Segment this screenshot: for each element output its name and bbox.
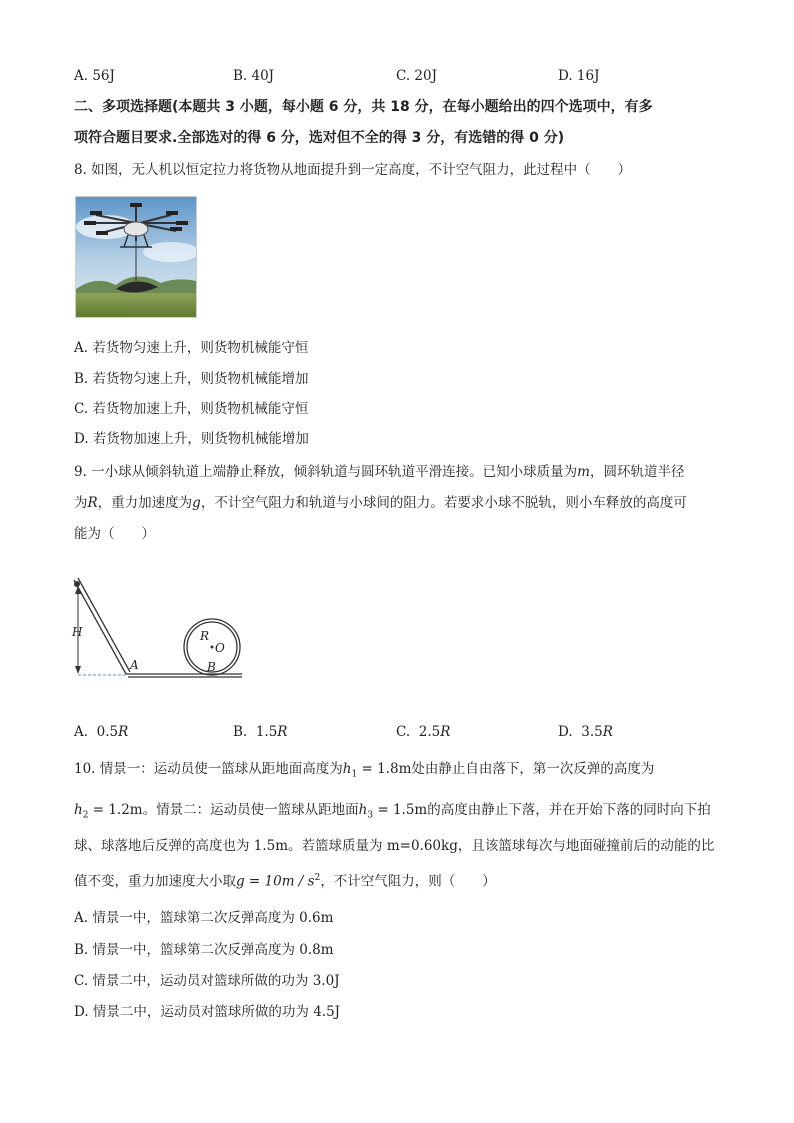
q9-text: 9. 一小球从倾斜轨道上端静止释放，倾斜轨道与圆环轨道平滑连接。已知小球质量为 (74, 464, 578, 480)
q9-option-d (558, 722, 613, 742)
option-value: 1.5 (255, 724, 278, 740)
q9-text: 为 (74, 495, 88, 511)
q8-option-b: B. 若货物匀速上升，则货物机械能增加 (74, 371, 309, 387)
q9-line3: 能为（ ） (74, 526, 155, 542)
q10-sub: 2 (82, 810, 89, 821)
q10-value: = 1.8m (357, 761, 412, 777)
q10-value: = 1.5m (373, 802, 428, 818)
q8-option-c: C. 若货物加速上升，则货物机械能守恒 (74, 401, 309, 417)
option-value: 0.5 (96, 724, 119, 740)
q9-var-m: m (577, 464, 590, 480)
q8-stem: 8. 如图，无人机以恒定拉力将货物从地面提升到一定高度，不计空气阻力，此过程中（ ） (74, 162, 632, 178)
q8-option-a: A. 若货物匀速上升，则货物机械能守恒 (74, 340, 309, 356)
q10-g-value: g = 10m / s (236, 873, 315, 890)
label-r: R (200, 629, 210, 643)
q10-value: = 1.2m (88, 802, 143, 818)
option-a: A. 56J (74, 68, 115, 84)
q10-exp: 2 (314, 873, 321, 883)
section-heading-line2: 项符合题目要求.全部选对的得 6 分，选对但不全的得 3 分，有选错的得 0 分) (74, 130, 565, 146)
drone-photo (75, 196, 197, 318)
q9-line1 (74, 462, 684, 482)
q10-option-d: D. 情景二中，运动员对篮球所做的功为 4.5J (74, 1004, 341, 1020)
option-unit: R (602, 724, 613, 740)
q9-option-c (396, 722, 450, 742)
option-c: C. 20J (396, 68, 438, 84)
q10-option-a: A. 情景一中，篮球第二次反弹高度为 0.6m (74, 910, 334, 926)
q9-option-a (74, 722, 128, 742)
q9-option-b (233, 722, 287, 742)
q10-text: 。情景二：运动员使一篮球从距地面 (142, 802, 359, 818)
q10-sub: 1 (351, 769, 358, 780)
q10-option-b: B. 情景一中，篮球第二次反弹高度为 0.8m (74, 942, 334, 958)
label-a: A (130, 658, 139, 672)
q10-text: 值不变，重力加速度大小取 (74, 873, 236, 890)
option-unit: R (277, 724, 288, 740)
option-label: C. (396, 724, 411, 740)
q9-text: ，重力加速度为 (97, 495, 193, 511)
q9-var-r: R (87, 495, 98, 511)
q10-line4 (74, 868, 496, 892)
q9-text: ，圆环轨道半径 (589, 464, 685, 480)
label-h: H (72, 625, 83, 639)
option-unit: R (440, 724, 451, 740)
option-label: B. (233, 724, 248, 740)
option-b: B. 40J (233, 68, 275, 84)
q10-line3: 球、球落地后反弹的高度也为 1.5m。若篮球质量为 m=0.60kg，且该篮球每次与地面碰撞前后的动能的比 (74, 838, 715, 854)
q10-line2 (74, 800, 711, 826)
option-value: 3.5 (581, 724, 603, 740)
track-diagram (66, 570, 256, 685)
q10-option-c: C. 情景二中，运动员对篮球所做的功为 3.0J (74, 973, 340, 989)
q10-line1 (74, 759, 654, 785)
option-unit: R (118, 724, 129, 740)
q9-text: ，不计空气阻力和轨道与小球间的阻力。若要求小球不脱轨，则小车释放的高度可 (200, 495, 687, 511)
label-b: B (207, 660, 216, 674)
q9-var-g: g (192, 495, 201, 511)
option-value: 2.5 (418, 724, 441, 740)
option-d: D. 16J (558, 68, 600, 84)
option-label: D. (558, 724, 573, 740)
drone-image (76, 197, 196, 317)
q10-var-h2: h (74, 802, 83, 818)
q10-text: 10. 情景一：运动员使一篮球从距地面高度为 (74, 761, 343, 777)
label-o: O (215, 641, 225, 655)
option-label: A. (74, 724, 89, 740)
q10-text: 处由静止自由落下，第一次反弹的高度为 (411, 761, 655, 777)
q8-option-d: D. 若货物加速上升，则货物机械能增加 (74, 431, 309, 447)
q9-line2 (74, 493, 687, 513)
section-heading-line1: 二、多项选择题(本题共 3 小题，每小题 6 分，共 18 分，在每小题给出的四个选项中，有多 (74, 99, 653, 115)
q10-var-h3: h (358, 802, 368, 818)
q10-text: 的高度由静止下落，并在开始下落的同时向下拍 (427, 802, 711, 818)
q10-sub: 3 (367, 810, 374, 821)
q10-var-h1: h (342, 761, 352, 777)
q10-text: ，不计空气阻力，则（ ） (320, 873, 496, 890)
